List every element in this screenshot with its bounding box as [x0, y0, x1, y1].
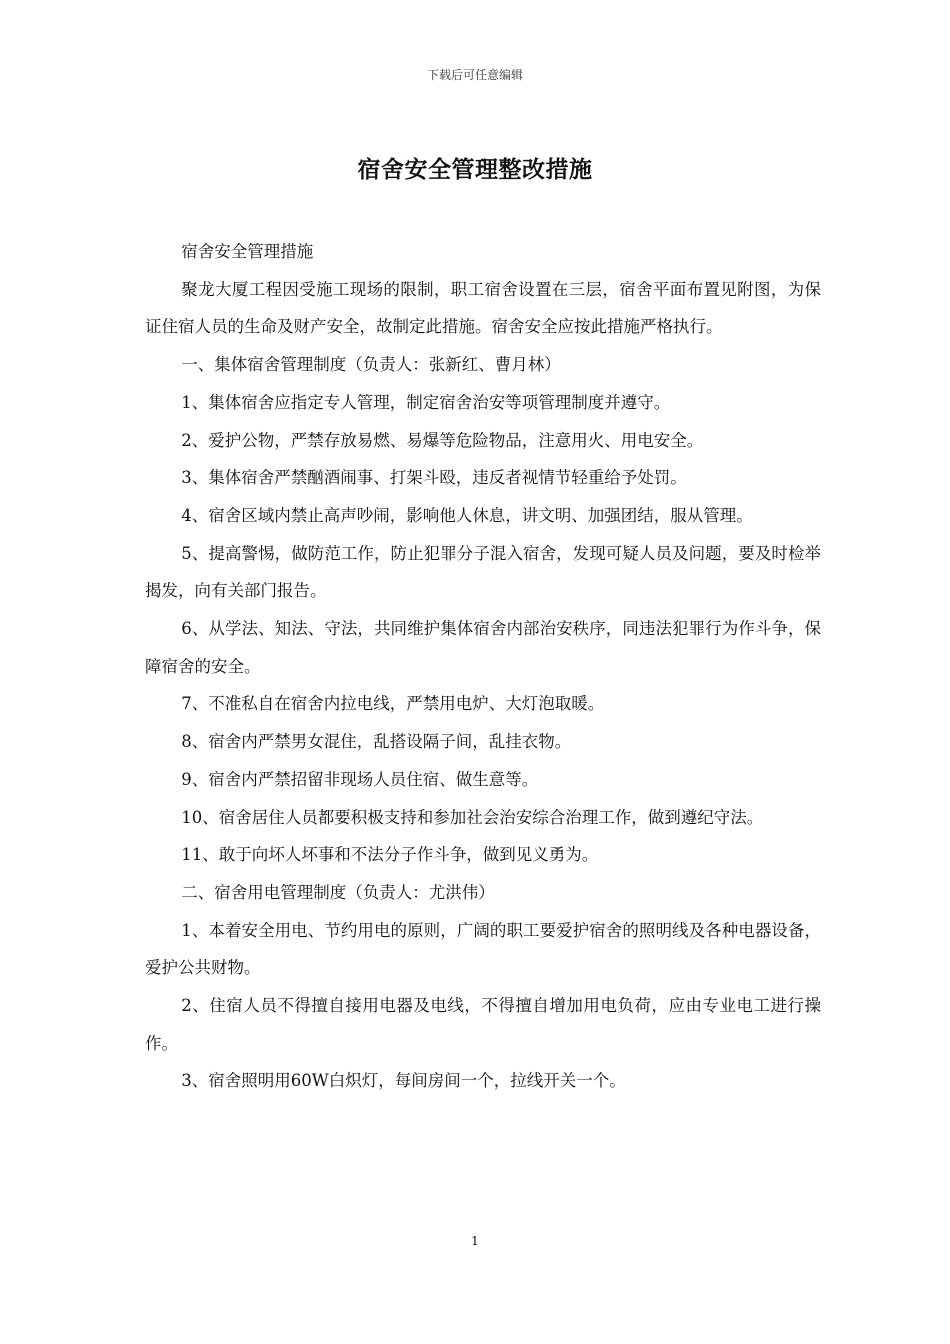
list-item: 2、爱护公物，严禁存放易燃、易爆等危险物品，注意用火、用电安全。 [181, 430, 704, 450]
list-item: 11、敢于向坏人坏事和不法分子作斗争，做到见义勇为。 [181, 845, 599, 865]
list-item: 4、宿舍区域内禁止高声吵闹，影响他人休息，讲文明、加强团结，服从管理。 [181, 505, 753, 525]
section-heading: 一、集体宿舍管理制度（负责人：张新红、曹月林） [181, 355, 561, 375]
section-heading: 二、宿舍用电管理制度（负责人：尤洪伟） [181, 882, 495, 902]
list-item: 7、不准私自在宿舍内拉电线，严禁用电炉、大灯泡取暖。 [181, 694, 605, 714]
list-item: 6、从学法、知法、守法，共同维护集体宿舍内部治安秩序，同违法犯罪行为作斗争，保障宿舍的安全。 [145, 619, 821, 676]
document-title: 宿舍安全管理整改措施 [357, 156, 593, 183]
list-item: 8、宿舍内严禁男女混住，乱搭设隔子间，乱挂衣物。 [181, 732, 572, 752]
intro-paragraph: 聚龙大厦工程因受施工现场的限制，职工宿舍设置在三层，宿舍平面布置见附图，为保证住宿人员的生命及财产安全，故制定此措施。宿舍安全应按此措施严格执行。 [145, 279, 821, 337]
page-header: 下载后可任意编辑 [426, 68, 523, 82]
list-item: 10、宿舍居住人员都要积极支持和参加社会治安综合治理工作，做到遵纪守法。 [181, 807, 764, 827]
list-item: 5、提高警惕，做防范工作，防止犯罪分子混入宿舍，发现可疑人员及问题，要及时检举揭发，向有关部门报告。 [145, 543, 821, 601]
list-item: 2、住宿人员不得擅自接用电器及电线，不得擅自增加用电负荷，应由专业电工进行操作。 [145, 996, 821, 1053]
list-item: 1、本着安全用电、节约用电的原则，广阔的职工要爱护宿舍的照明线及各种电器设备，爱护公共财物。 [145, 920, 821, 978]
list-item: 3、宿舍照明用60W白炽灯，每间房间一个，拉线开关一个。 [181, 1071, 626, 1091]
document-body [145, 233, 821, 1100]
list-item: 9、宿舍内严禁招留非现场人员住宿、做生意等。 [181, 769, 539, 789]
list-item: 3、集体宿舍严禁酗酒闹事、打架斗殴，违反者视情节轻重给予处罚。 [181, 468, 687, 488]
section-heading: 宿舍安全管理措施 [181, 242, 314, 261]
page-number: 1 [471, 1234, 479, 1248]
list-item: 1、集体宿舍应指定专人管理，制定宿舍治安等项管理制度并遵守。 [181, 392, 671, 412]
